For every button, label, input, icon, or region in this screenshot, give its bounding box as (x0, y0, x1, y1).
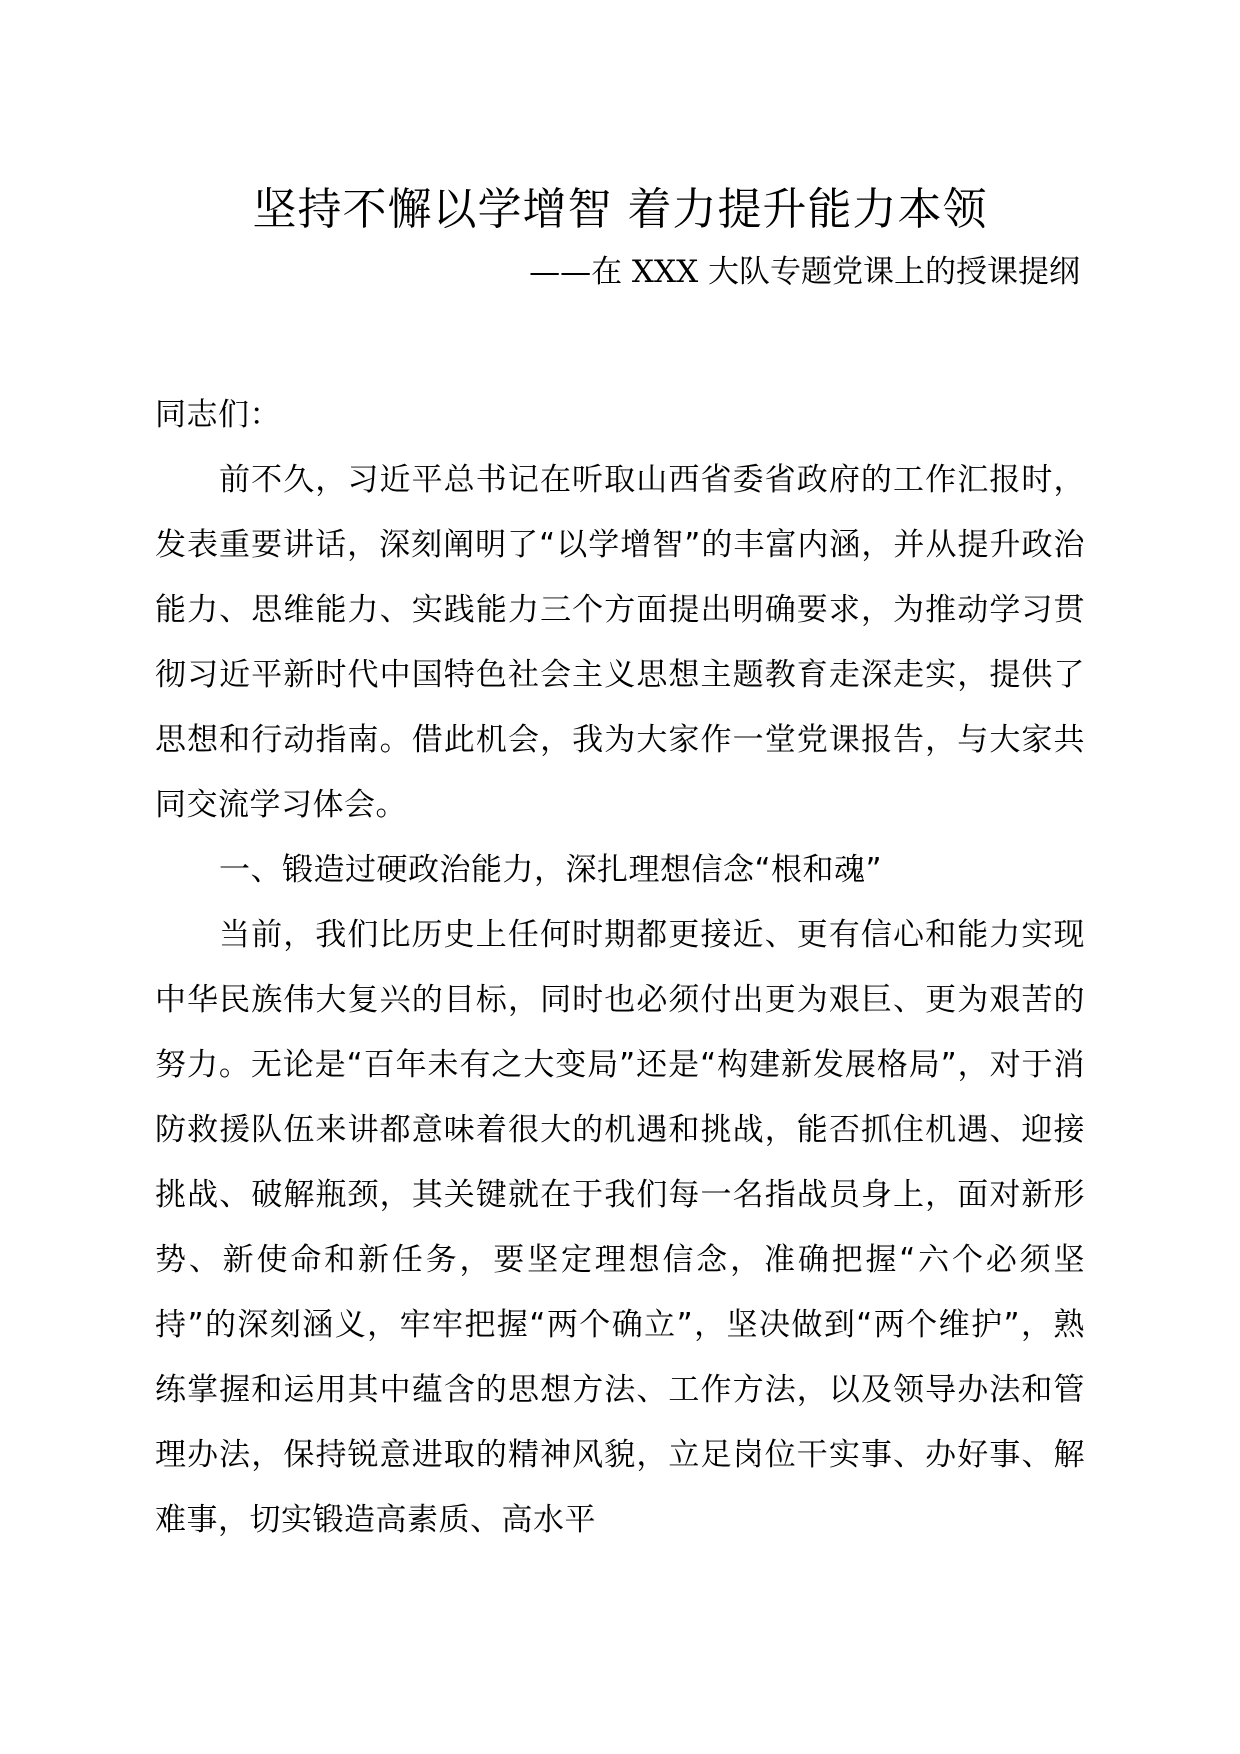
document-title: 坚持不懈以学增智 着力提升能力本领 (252, 184, 988, 235)
paragraph-intro: 前不久，习近平总书记在听取山西省委省政府的工作汇报时，发表重要讲话，深刻阐明了“以学增智”的丰富内涵，并从提升政治能力、思维能力、实践能力三个方面提出明确要求，为推动学习贯彻习近平新时代中国特色社会主义思想主题教育走深走实，提供了思想和行动指南。借此机会，我为大家作一堂党课报告，与大家共同交流学习体会。 (155, 462, 1085, 823)
document-subtitle: ——在 XXX 大队专题党课上的授课提纲 (529, 254, 1080, 290)
salutation: 同志们： (155, 397, 281, 433)
document-body (155, 383, 1085, 1553)
section-heading-1: 一、锻造过硬政治能力，深扎理想信念“根和魂” (219, 852, 883, 888)
paragraph-section-1: 当前，我们比历史上任何时期都更接近、更有信心和能力实现中华民族伟大复兴的目标，同时也必须付出更为艰巨、更为艰苦的努力。无论是“百年未有之大变局”还是“构建新发展格局”，对于消防救援队伍来讲都意味着很大的机遇和挑战，能否抓住机遇、迎接挑战、破解瓶颈，其关键就在于我们每一名指战员身上，面对新形势、新使命和新任务，要坚定理想信念，准确把握“六个必须坚持”的深刻涵义，牢牢把握“两个确立”，坚决做到“两个维护”，熟练掌握和运用其中蕴含的思想方法、工作方法，以及领导办法和管理办法，保持锐意进取的精神风貌，立足岗位干实事、办好事、解难事，切实锻造高素质、高水平 (155, 917, 1085, 1538)
